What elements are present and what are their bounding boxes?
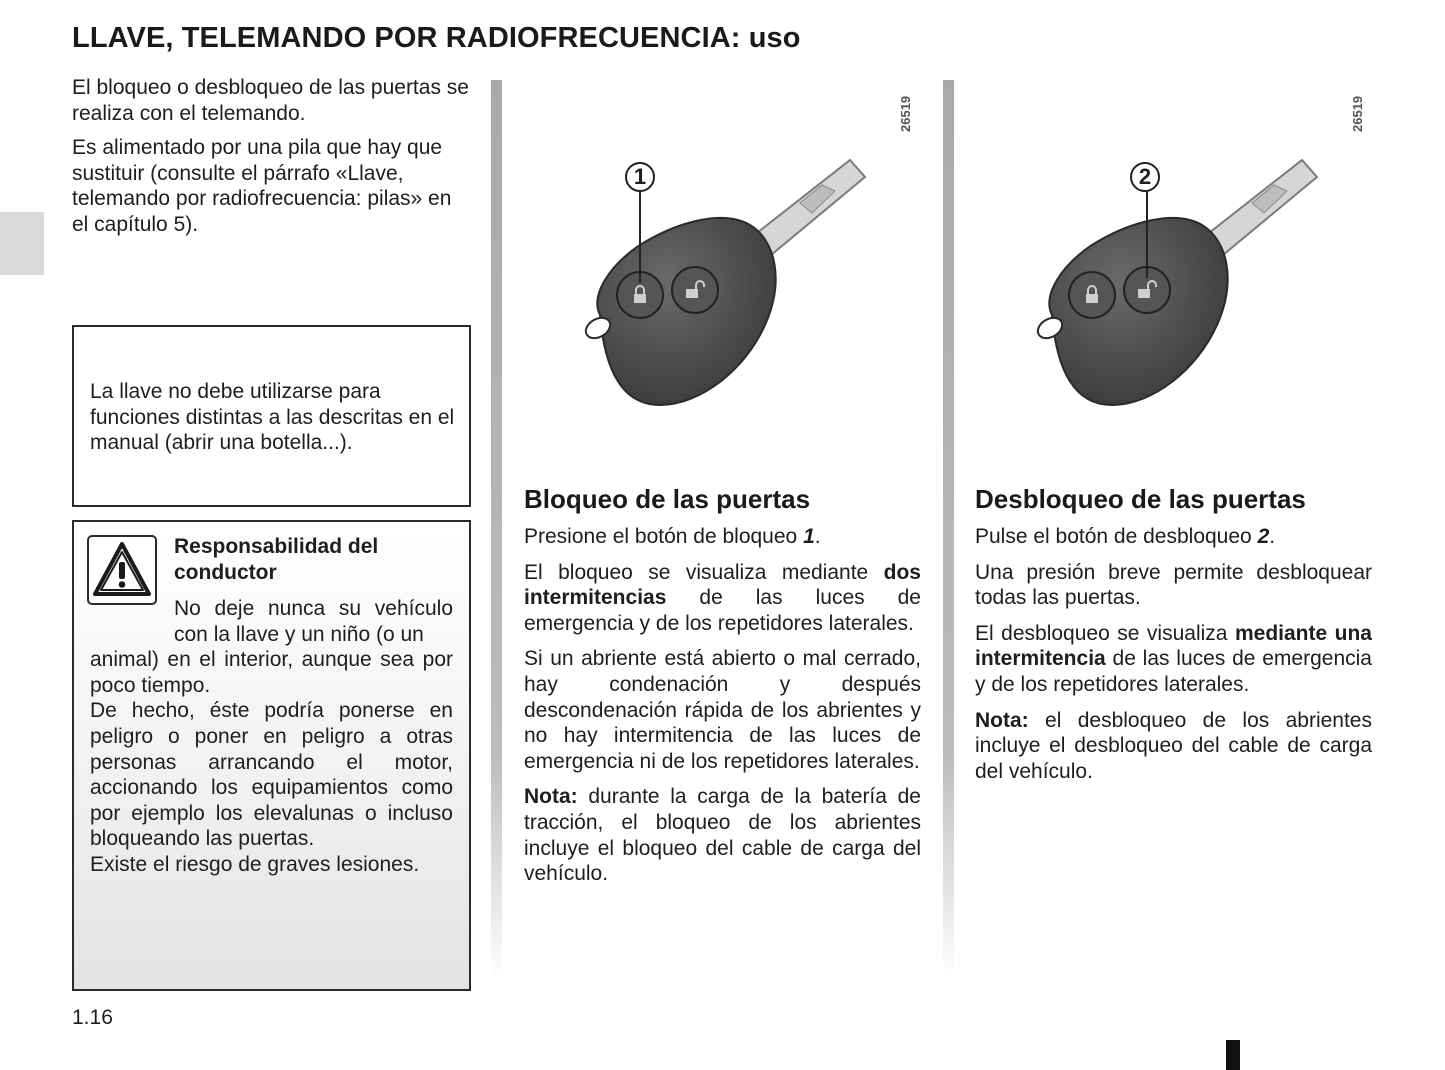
callout-1: 1 (625, 162, 655, 192)
unlock-heading: Desbloqueo de las puertas (975, 484, 1306, 514)
warning-box (72, 520, 471, 991)
key-figure-unlock (1012, 85, 1365, 445)
lock-paragraph-1: Presione el botón de bloqueo 1. (524, 525, 821, 548)
key-figure-lock (560, 85, 913, 445)
note-box (72, 325, 471, 507)
remote-key-illustration (1012, 85, 1352, 445)
figure-reference: 26519 (1350, 95, 1365, 132)
column-divider-1 (491, 80, 502, 980)
warning-paragraph-2: De hecho, éste podría ponerse en peligro o poner en peligro a otras personas arrancando el motor, accionando los equipamientos como por ejemplo los elevalunas o incluso bloqueando las puertas. (90, 699, 453, 851)
warning-title: Responsabilidad del conductor (174, 535, 379, 584)
intro-column (72, 75, 470, 247)
figure-reference: 26519 (898, 95, 913, 132)
page-edge-mark (1226, 1040, 1240, 1070)
remote-key-illustration (560, 85, 900, 445)
page-title: LLAVE, TELEMANDO POR RADIOFRECUENCIA: uso (72, 22, 801, 54)
warning-line-b: animal) en el interior, aunque sea por poco tiempo. (90, 648, 453, 697)
unlock-section (975, 483, 1372, 794)
warning-paragraph-3: Existe el riesgo de graves lesiones. (90, 852, 420, 876)
warning-triangle-icon (87, 535, 157, 605)
callout-2: 2 (1130, 162, 1160, 192)
lock-note: Nota: durante la carga de la batería de tracción, el bloqueo de los abrientes incluye el bloqueo del cable de carga del vehículo. (524, 785, 921, 886)
unlock-paragraph-3: El desbloqueo se visualiza mediante una intermitencia de las luces de emergencia y de los repetidores laterales. (975, 621, 1372, 696)
page-number: 1.16 (72, 1006, 113, 1029)
lock-heading: Bloqueo de las puertas (524, 484, 811, 514)
unlock-note: Nota: el desbloqueo de los abrientes incluye el desbloqueo del cable de carga del vehículo. (975, 708, 1372, 783)
note-box-text: La llave no debe utilizarse para funciones distintas a las descritas en el manual (abrir una botella...). (90, 380, 455, 455)
chapter-tab (0, 212, 44, 275)
lock-paragraph-3: Si un abriente está abierto o mal cerrado, hay condenación y después descondenación rápida de los abrientes y no hay intermitencia de las luces de emergencia ni de los repetidores laterales. (524, 647, 921, 773)
column-divider-2 (943, 80, 954, 980)
unlock-paragraph-1: Pulse el botón de desbloqueo 2. (975, 525, 1276, 548)
lock-paragraph-2: El bloqueo se visualiza mediante dos intermitencias de las luces de emergencia y de los repetidores laterales. (524, 560, 921, 635)
intro-paragraph-2: Es alimentado por una pila que hay que sustituir (consulte el párrafo «Llave, telemando por radiofrecuencia: pilas» en el capítulo 5). (72, 136, 452, 236)
warning-line-a: No deje nunca su vehículo con la llave y un niño (o un (174, 597, 453, 646)
unlock-paragraph-2: Una presión breve permite desbloquear todas las puertas. (975, 560, 1372, 610)
warning-body (90, 596, 453, 878)
lock-section (524, 483, 921, 897)
intro-paragraph-1: El bloqueo o desbloqueo de las puertas se realiza con el telemando. (72, 76, 469, 125)
